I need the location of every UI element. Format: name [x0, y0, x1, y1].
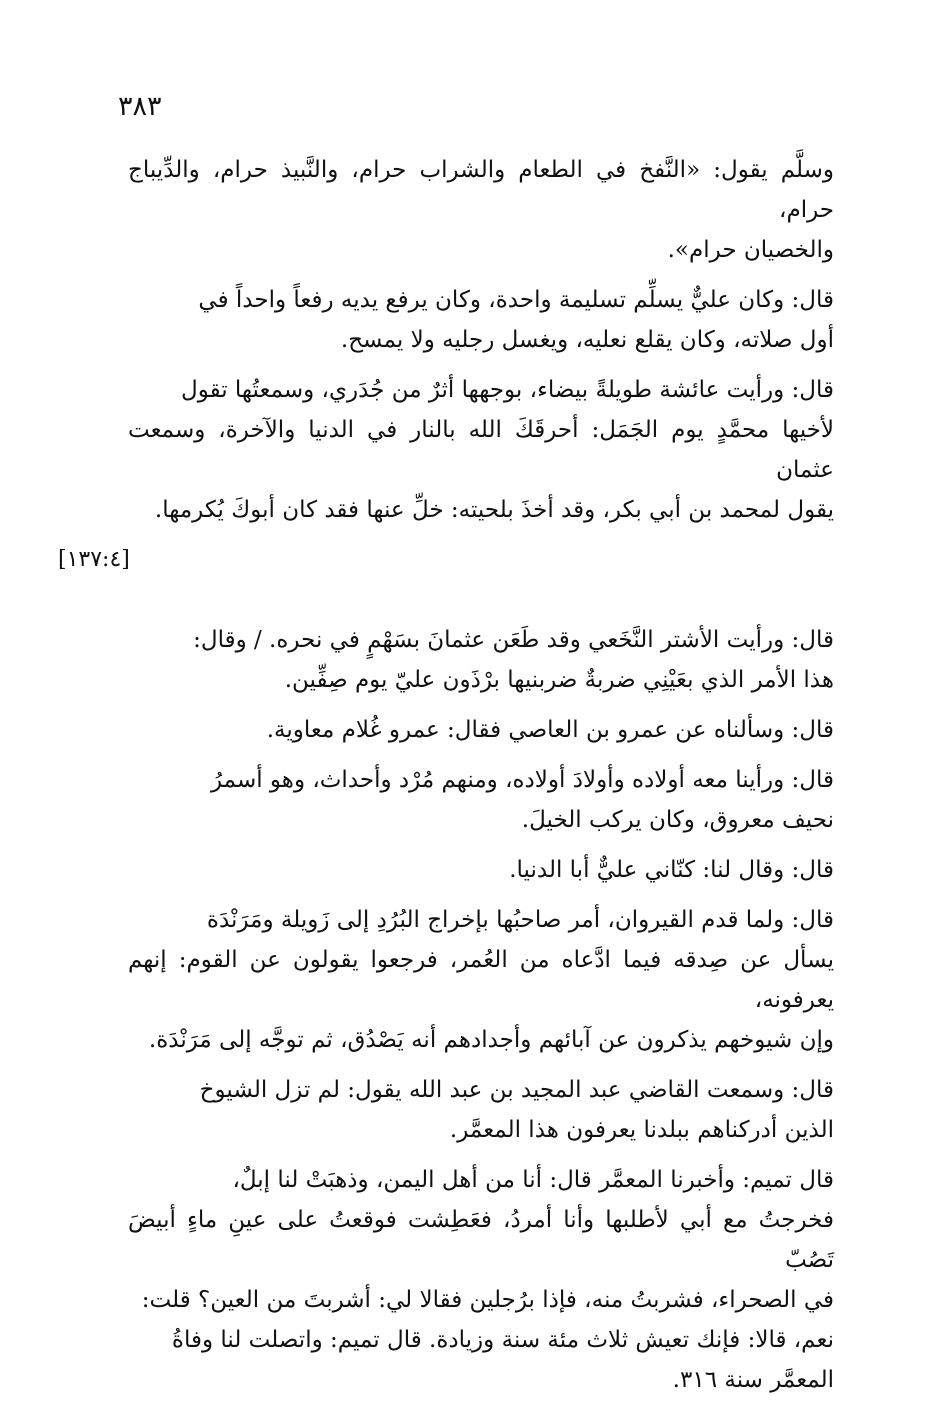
paragraph: وسلَّم يقول: «النَّفخ في الطعام والشراب حرام، والنَّبيذ حرام، والدِّيباج حرام، والخصيان حرام». [128, 157, 834, 263]
paragraph: قال: ورأينا معه أولاده وأولادَ أولاده، ومنهم مُرْد وأحداث، وهو أسمرُ نحيف معروق، وكان يركب الخيلَ. [210, 767, 834, 833]
paragraph: قال: ورأيت عائشة طويلةً بيضاء، بوجهها أثرٌ من جُدَري، وسمعتُها تقول لأخيها محمَّدٍ يوم الجَمَل: أحرقَكَ الله بالنار في الدنيا والآخرة، وسمعت عثمان يقول لمحمد بن أبي بكر، وقد أخذَ بلحيته: خلِّ عنها فقد كان أبوكَ يُكرمها. [128, 377, 834, 523]
paragraph: قال: وسمعت القاضي عبد المجيد بن عبد الله يقول: لم تزل الشيوخ الذين أدركناهم ببلدنا يعرفون هذا المعمَّر. [199, 1077, 834, 1143]
paragraph: قال: وسألناه عن عمرو بن العاصي فقال: عمرو غُلام معاوية. [266, 717, 834, 743]
paragraph: قال: وكان عليٌّ يسلِّم تسليمة واحدة، وكان يرفع يديه رفعاً واحداً في أول صلاته، وكان يقلع نعليه، ويغسل رجليه ولا يمسح. [198, 287, 834, 353]
page-number: ٣٨٣ [118, 91, 162, 122]
main-text [58, 150, 834, 1410]
paragraph: قال: ورأيت الأشتر النَّخَعي وقد طَعَن عثمانَ بسَهْمٍ في نحره. / وقال: هذا الأمر الذي بعَيْنِي ضربةٌ ضربنيها برْذَون عليّ يوم صِفِّين. [193, 627, 834, 693]
volume-page-reference: [١٣٧:٤] [58, 547, 130, 572]
paragraph: قال: وقال لنا: كنّاني عليٌّ أبا الدنيا. [509, 857, 834, 883]
paragraph: قال تميم: وأخبرنا المعمَّر قال: أنا من أهل اليمن، وذهبَتْ لنا إبلٌ، فخرجتُ مع أبي لأطلبها وأنا أمردُ، فعَطِشت فوقعتُ على عينِ ماءٍ أبيضَ تَصُبّ في الصحراء، فشربتُ منه، فإذا برُجلين فقالا لي: أشربتَ من العين؟ قلت: نعم، قالا: فإنك تعيش ثلاث مئة سنة وزيادة. قال تميم: واتصلت لنا وفاةُ المعمَّر سنة ٣١٦. [128, 1167, 834, 1393]
paragraph: قال: ولما قدم القيروان، أمر صاحبُها بإخراج البُرُدِ إلى زَويلة ومَرَنْدَة يسأل عن صِدقه فيما ادَّعاه من العُمر، فرجعوا يقولون عن القوم: إنهم يعرفونه، وإن شيوخهم يذكرون عن آبائهم وأجدادهم أنه يَصْدُق، ثم توجَّه إلى مَرَنْدَة. [128, 907, 834, 1053]
paragraph-with-reference [58, 540, 834, 700]
